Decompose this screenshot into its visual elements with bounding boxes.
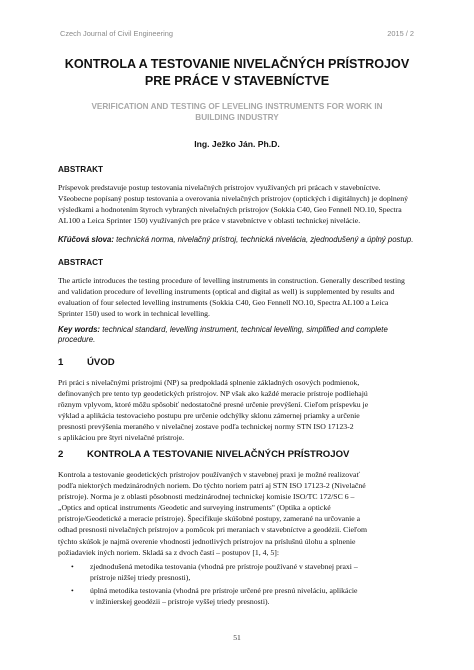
abstrakt-line: výsledkami a hodnotením štyroch vybraných nivelačných prístrojov (Sokkia C40, Geo Fennell NO.10, Spectra (58, 205, 402, 215)
body-line: rôznym vplyvom, ktoré môžu spôsobiť nedostatočné presné určenie prevýšení. Cieľom príspevku je (58, 400, 369, 410)
section-number: 1 (58, 357, 64, 368)
abstrakt-line: Všeobecne popísaný postup testovania a overovania nivelačných prístrojov (optických i digitálnych) je doplnený (58, 194, 408, 204)
list-item-line: prístroje nižšej triedy presnosti), (90, 573, 191, 583)
list-item-line: zjednodušená metodika testovania (vhodná pre prístroje používané v stavebnej praxi – (90, 562, 358, 571)
page-number: 51 (233, 633, 241, 642)
running-header (60, 29, 414, 41)
body-line: prístroje). Norma je z oblasti pôsobnosti medzinárodnej technickej komisie ISO/TC 172/SC 6 – (58, 492, 355, 502)
body-line: týchto skúšok je najmä overenie vhodnosti jednotlivých prístrojov na príslušnú úlohu a splnenie (58, 536, 356, 546)
abstrakt-line: AL100 a Leica Sprinter 150) využívaných pre práce v stavebníctve v oblasti technickej nivelácie. (58, 216, 361, 226)
klucova-slova-label: Kľúčová slova: (58, 235, 114, 244)
title-line: KONTROLA A TESTOVANIE NIVELAČNÝCH PRÍSTROJOV (64, 57, 410, 71)
abstrakt-body (58, 182, 418, 226)
section-number: 2 (58, 449, 64, 460)
key-words-label: Key words: (58, 325, 101, 334)
body-line: s aplikáciou pre štyri nivelačné prístroje. (58, 433, 185, 443)
body-line: „Optics and optical instruments /Geodetic and surveying instruments" (Optika a optické (58, 503, 331, 513)
section-1-heading (58, 357, 115, 368)
paper-subtitle-english (70, 101, 404, 123)
list-item-line: v inžinierskej geodézii – prístroje vyššej triedy presnosti). (90, 597, 270, 607)
body-line: výklad a aplikácia testovacieho postupu pre určenie odchýlky sklonu zámernej priamky a určenie (58, 411, 360, 421)
body-line: presnosti prevýšenia meraného v nivelačnej zostave podľa technickej normy STN ISO 17123-2 (58, 422, 354, 432)
journal-name: Czech Journal of Civil Engineering (60, 29, 173, 38)
body-line: požiadaviek iných noriem. Skladá sa z dvoch častí – postupov [1, 4, 5]: (58, 547, 280, 557)
abstract-body (58, 275, 418, 319)
body-line: podľa niektorých medzinárodných noriem. Do týchto noriem patrí aj STN ISO 17123-2 (Nivelačné (58, 481, 366, 491)
paper-title (40, 56, 434, 90)
subtitle-line: VERIFICATION AND TESTING OF LEVELING INSTRUMENTS FOR WORK IN (91, 102, 383, 111)
subtitle-line: BUILDING INDUSTRY (195, 113, 279, 122)
body-line: prístroje/Geodetické a meracie prístroje). Špecifikuje skúšobné postupy, zamerané na určovanie a (58, 514, 361, 524)
bullet-icon: • (71, 586, 74, 596)
key-words (58, 325, 388, 346)
list-item (58, 585, 428, 607)
klucova-slova (58, 235, 413, 245)
body-line: odhad presnosti nivelačných prístrojov a pomôcok pri meraniach v stavebníctve a geodézii. Cieľom (58, 525, 367, 535)
abstract-line: and validation procedure of levelling instruments (optical and digital as well) is supplemented by results and (58, 287, 395, 297)
issue-number: 2015 / 2 (387, 29, 414, 38)
key-words-text-cont: procedure. (58, 335, 96, 345)
section-1-body (58, 377, 418, 444)
abstract-heading: ABSTRACT (58, 258, 104, 267)
author-name: Ing. Ježko Ján. Ph.D. (194, 139, 280, 149)
abstract-line: evaluation of four selected levelling instruments (Sokkia C40, Geo Fennell NO.10, Spectra AL100 a Leica (58, 298, 389, 308)
section-title: ÚVOD (87, 357, 115, 368)
title-line: PRE PRÁCE V STAVEBNÍCTVE (144, 74, 330, 88)
section-title: KONTROLA A TESTOVANIE NIVELAČNÝCH PRÍSTROJOV (87, 449, 350, 460)
body-line: Pri práci s nivelačnými prístrojmi (NP) sa predpokladá splnenie základných osových podmienok, (58, 378, 360, 387)
section-2-body (58, 469, 418, 558)
abstrakt-line: Príspevok predstavuje postup testovania nivelačných prístrojov využívaných pri prácach v stavebníctve. (58, 183, 381, 192)
abstract-line: The article introduces the testing procedure of levelling instruments in construction. Generally described testing (58, 276, 405, 285)
body-line: definovaných pre tento typ geodetických prístrojov. NP však ako každé meracie prístroje podliehajú (58, 389, 368, 399)
abstrakt-heading: ABSTRAKT (58, 165, 104, 174)
section-2-heading (58, 449, 349, 460)
list-item-line: úplná metodika testovania (vhodná pre prístroje určené pre presnú niveláciu, aplikácie (90, 586, 358, 596)
bullet-icon: • (71, 562, 74, 571)
list-item (58, 561, 428, 583)
abstract-line: Sprinter 150) used to work in technical levelling. (58, 309, 210, 319)
key-words-text: technical standard, levelling instrument, technical levelling, simplified and complete (102, 325, 388, 334)
bullet-list (58, 561, 428, 609)
klucova-slova-text: technická norma, nivelačný prístroj, technická nivelácia, zjednodušený a úplný postup. (116, 235, 414, 244)
body-line: Kontrola a testovanie geodetických prístrojov používaných v stavebnej praxi je možné realizovať (58, 470, 360, 479)
